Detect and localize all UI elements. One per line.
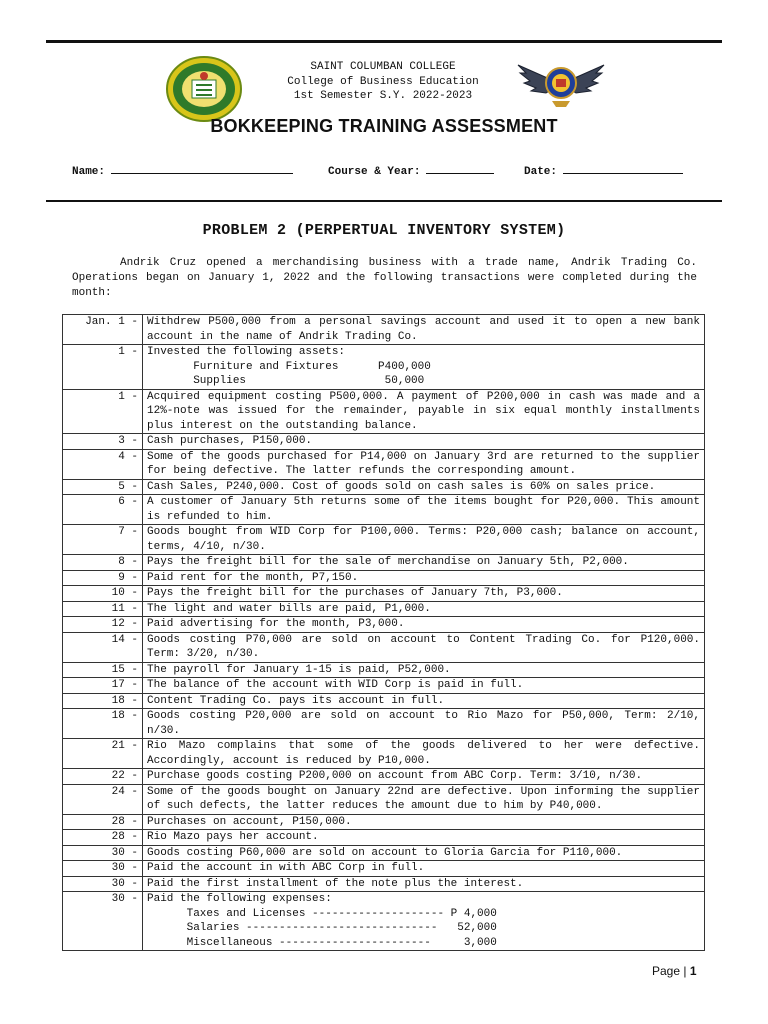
- transaction-row: [63, 617, 705, 633]
- transaction-row: [63, 769, 705, 785]
- transaction-date: 30 -: [63, 876, 143, 892]
- transaction-row: [63, 434, 705, 450]
- transaction-text: The balance of the account with WID Corp is paid in full.: [147, 679, 524, 691]
- transaction-text: Some of the goods bought on January 22nd are defective. Upon informing the supplier of such defects, the latter reduces the amount due to him by P40,000.: [147, 785, 700, 812]
- transaction-description: [143, 525, 705, 555]
- transaction-row: [63, 830, 705, 846]
- transaction-text: Pays the freight bill for the sale of merchandise on January 5th, P2,000.: [147, 556, 629, 568]
- transaction-text: Content Trading Co. pays its account in full.: [147, 694, 445, 707]
- transaction-row: [63, 449, 705, 479]
- transaction-row: [63, 586, 705, 602]
- school-header: [250, 60, 516, 104]
- transaction-row: [63, 814, 705, 830]
- transaction-description: [143, 709, 705, 739]
- transaction-detail-line: Supplies 50,000: [147, 375, 425, 387]
- transaction-row: [63, 861, 705, 877]
- transactions-table: [62, 314, 705, 951]
- transaction-description: [143, 632, 705, 662]
- transaction-text: Withdrew P500,000 from a personal savings account and used it to open a new bank account in the name of Andrik Trading Co.: [147, 316, 700, 343]
- transaction-description: [143, 479, 705, 495]
- transaction-row: [63, 662, 705, 678]
- college-seal-logo: [166, 56, 242, 122]
- date-blank[interactable]: [563, 163, 683, 174]
- transaction-row: [63, 525, 705, 555]
- transaction-description: [143, 570, 705, 586]
- transaction-description: [143, 892, 705, 951]
- transaction-row: [63, 876, 705, 892]
- transaction-row: [63, 495, 705, 525]
- transaction-text: Goods costing P20,000 are sold on account to Rio Mazo for P50,000, Term: 2/10, n/30.: [147, 710, 700, 737]
- transaction-description: [143, 739, 705, 769]
- page-footer: [652, 964, 697, 978]
- assessment-title: BOKKEEPING TRAINING ASSESSMENT: [210, 116, 558, 136]
- transaction-description: [143, 434, 705, 450]
- transaction-description: [143, 861, 705, 877]
- transaction-text: Cash Sales, P240,000. Cost of goods sold on cash sales is 60% on sales price.: [147, 480, 656, 493]
- transaction-text: The light and water bills are paid, P1,000.: [147, 602, 431, 615]
- date-label: Date:: [524, 166, 558, 178]
- name-field[interactable]: [72, 163, 293, 178]
- transaction-description: [143, 315, 705, 345]
- transaction-row: [63, 632, 705, 662]
- transaction-description: [143, 601, 705, 617]
- transaction-row: [63, 678, 705, 694]
- transaction-text: Purchase goods costing P200,000 on account from ABC Corp. Term: 3/10, n/30.: [147, 770, 643, 782]
- transaction-row: [63, 479, 705, 495]
- transaction-date: 15 -: [63, 662, 143, 678]
- page-label: Page |: [652, 964, 687, 978]
- top-rule: [46, 40, 722, 43]
- transaction-date: 17 -: [63, 678, 143, 694]
- transaction-date: 14 -: [63, 632, 143, 662]
- transaction-date: Jan. 1 -: [63, 315, 143, 345]
- transaction-description: [143, 769, 705, 785]
- transaction-row: [63, 892, 705, 951]
- section-rule: [46, 200, 722, 202]
- transaction-date: 30 -: [63, 861, 143, 877]
- transaction-description: [143, 693, 705, 709]
- transaction-text: Paid advertising for the month, P3,000.: [147, 618, 405, 630]
- transaction-description: [143, 662, 705, 678]
- transaction-row: [63, 555, 705, 571]
- transaction-date: 28 -: [63, 814, 143, 830]
- transaction-text: Invested the following assets:: [147, 346, 346, 358]
- transaction-date: 7 -: [63, 525, 143, 555]
- transaction-detail-line: Taxes and Licenses -------------------- P 4,000: [147, 907, 497, 920]
- transaction-description: [143, 845, 705, 861]
- transaction-date: 12 -: [63, 617, 143, 633]
- transaction-text: Goods costing P60,000 are sold on account to Gloria Garcia for P110,000.: [147, 846, 623, 859]
- transaction-text: The payroll for January 1-15 is paid, P52,000.: [147, 663, 451, 676]
- transaction-description: [143, 617, 705, 633]
- transaction-row: [63, 693, 705, 709]
- course-year-label: Course & Year:: [328, 166, 421, 178]
- transaction-text: Purchases on account, P150,000.: [147, 815, 352, 828]
- transaction-row: [63, 784, 705, 814]
- problem-intro: [72, 256, 697, 301]
- business-education-wings-logo: [516, 57, 606, 111]
- transaction-date: 30 -: [63, 892, 143, 951]
- transaction-detail-line: Furniture and Fixtures P400,000: [147, 360, 431, 373]
- name-blank[interactable]: [111, 163, 293, 174]
- transaction-row: [63, 845, 705, 861]
- transaction-description: [143, 586, 705, 602]
- transaction-row: [63, 709, 705, 739]
- transaction-text: Acquired equipment costing P500,000. A payment of P200,000 in cash was made and a 12%-note was issued for the remainder, payable in six equal monthly installments plus interest on the outstanding balance.: [147, 390, 700, 432]
- course-year-blank[interactable]: [426, 163, 494, 174]
- transaction-text: Goods costing P70,000 are sold on account to Content Trading Co. for P120,000. Term: 3/20, n/30.: [147, 633, 700, 660]
- transaction-description: [143, 389, 705, 434]
- intro-paragraph: Andrik Cruz opened a merchandising business with a trade name, Andrik Trading Co. Operations began on January 1, 2022 and the following transactions were completed during the month:: [72, 257, 697, 299]
- transaction-date: 11 -: [63, 601, 143, 617]
- transaction-description: [143, 555, 705, 571]
- transaction-date: 10 -: [63, 586, 143, 602]
- transaction-text: Rio Mazo complains that some of the goods delivered to her were defective. Accordingly, account is reduced by P10,000.: [147, 740, 700, 767]
- transaction-text: Some of the goods purchased for P14,000 on January 3rd are returned to the supplier for being defective. The latter refunds the corresponding amount.: [147, 450, 700, 477]
- transaction-row: [63, 601, 705, 617]
- transaction-description: [143, 345, 705, 390]
- transaction-date: 30 -: [63, 845, 143, 861]
- transaction-date: 6 -: [63, 495, 143, 525]
- transaction-text: Pays the freight bill for the purchases of January 7th, P3,000.: [147, 587, 563, 599]
- transaction-detail-line: Miscellaneous ----------------------- 3,000: [147, 936, 497, 949]
- problem-title: PROBLEM 2 (PERPERTUAL INVENTORY SYSTEM): [202, 222, 566, 239]
- transaction-text: Paid rent for the month, P7,150.: [147, 571, 359, 584]
- transaction-text: Paid the following expenses:: [147, 893, 332, 905]
- transaction-description: [143, 876, 705, 892]
- transaction-row: [63, 345, 705, 390]
- transaction-date: 3 -: [63, 434, 143, 450]
- date-field[interactable]: [524, 163, 683, 178]
- transaction-text: Paid the account in with ABC Corp in full.: [147, 862, 425, 874]
- transaction-date: 22 -: [63, 769, 143, 785]
- transaction-row: [63, 389, 705, 434]
- transaction-date: 5 -: [63, 479, 143, 495]
- transaction-date: 24 -: [63, 784, 143, 814]
- transaction-text: Paid the first installment of the note plus the interest.: [147, 877, 524, 890]
- transaction-text: A customer of January 5th returns some of the items bought for P20,000. This amount is refunded to him.: [147, 496, 700, 523]
- transaction-text: Goods bought from WID Corp for P100,000. Terms: P20,000 cash; balance on account, terms, 4/10, n/30.: [147, 526, 700, 553]
- transaction-date: 28 -: [63, 830, 143, 846]
- transaction-text: Rio Mazo pays her account.: [147, 831, 319, 843]
- transaction-text: Cash purchases, P150,000.: [147, 435, 313, 447]
- name-label: Name:: [72, 166, 106, 178]
- transaction-date: 9 -: [63, 570, 143, 586]
- transaction-description: [143, 784, 705, 814]
- transaction-date: 21 -: [63, 739, 143, 769]
- transaction-description: [143, 449, 705, 479]
- transaction-row: [63, 315, 705, 345]
- college-name: College of Business Education: [287, 75, 479, 88]
- transaction-row: [63, 570, 705, 586]
- transaction-date: 4 -: [63, 449, 143, 479]
- transaction-description: [143, 830, 705, 846]
- school-name: SAINT COLUMBAN COLLEGE: [310, 61, 456, 73]
- semester-label: 1st Semester S.Y. 2022-2023: [293, 90, 473, 102]
- transaction-row: [63, 739, 705, 769]
- transaction-description: [143, 678, 705, 694]
- transaction-date: 18 -: [63, 709, 143, 739]
- transaction-date: 18 -: [63, 693, 143, 709]
- page-number: 1: [689, 964, 697, 978]
- transaction-date: 1 -: [63, 345, 143, 390]
- transaction-date: 8 -: [63, 555, 143, 571]
- transaction-detail-line: Salaries ----------------------------- 52,000: [147, 922, 497, 934]
- transaction-description: [143, 814, 705, 830]
- transaction-date: 1 -: [63, 389, 143, 434]
- transaction-description: [143, 495, 705, 525]
- course-year-field[interactable]: [328, 163, 494, 178]
